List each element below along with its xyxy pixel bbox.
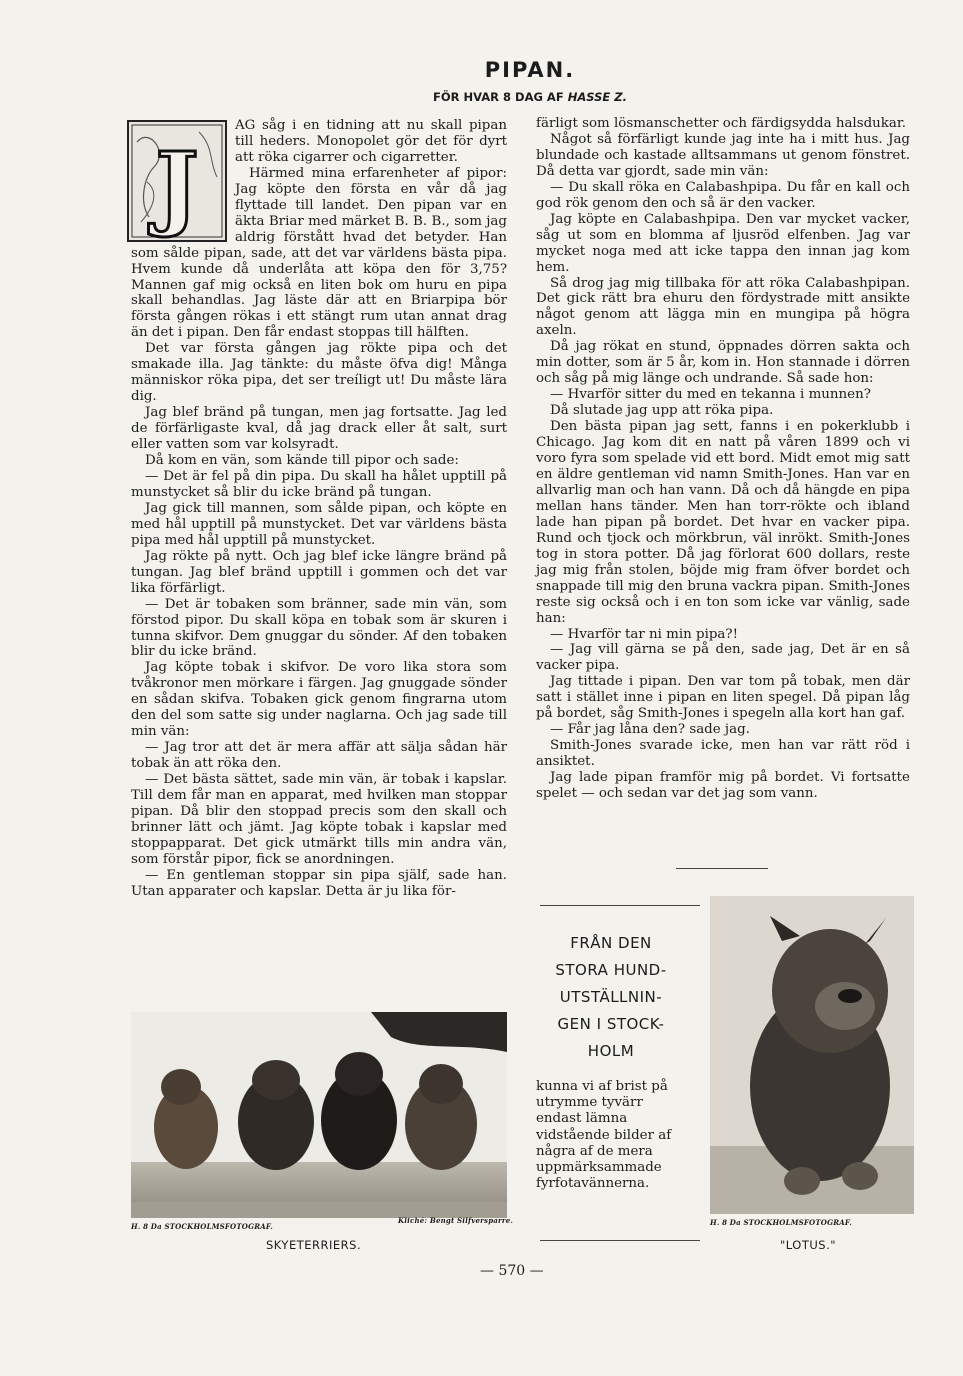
dropcap-letter: J bbox=[155, 132, 199, 240]
caption-skyeterriers: SKYETERRIERS. bbox=[266, 1238, 362, 1252]
byline-prefix: FÖR HVAR 8 DAG AF bbox=[433, 90, 564, 104]
photo-skyeterriers bbox=[131, 1012, 507, 1218]
end-rule bbox=[676, 868, 768, 869]
paragraph: — Det är fel på din pipa. Du skall ha hålet upptill på munstycket så blir du icke bränd på tungan. bbox=[131, 468, 507, 500]
article-title: PIPAN. bbox=[484, 58, 576, 82]
paragraph: Härmed mina erfarenheter af pipor: Jag köpte den första en vår då jag flyttade till landet. Den pipan var en äkta Briar med märket B. B. B., som jag aldrig förstått hvad det betyder. Han som sålde pipan, sade, att det var världens bästa pipa. Hvem kunde då underlåta att köpa den för 3,75? Mannen gaf mig också en liten bok om huru en pipa skall behandlas. Jag läste där att en Briarpipa bör första gången rökas i ett stängt rum utan annat drag än det i pipan. Den får endast stoppas till hälften. bbox=[131, 165, 507, 341]
paragraph: Jag gick till mannen, som sålde pipan, och köpte en med hål upptill på munstycket. Det var världens bästa pipa med hål upptill på munstycket. bbox=[131, 500, 507, 548]
paragraph: — Det är tobaken som bränner, sade min vän, som förstod pipor. Du skall köpa en tobak som är skuren i tunna skifvor. Dem gnuggar du sönder. Af den tobaken blir du icke bränd. bbox=[131, 596, 507, 660]
paragraph: Jag lade pipan framför mig på bordet. Vi fortsatte spelet — och sedan var det jag som vann. bbox=[536, 770, 910, 802]
paragraph: — En gentleman stoppar sin pipa själf, sade han. Utan apparater och kapslar. Detta är ju lika för- bbox=[131, 867, 507, 899]
paragraph: Jag blef bränd på tungan, men jag fortsatte. Jag led de förfärligaste kval, då jag drack eller åt salt, surt eller vatten som var kolsyradt. bbox=[131, 405, 507, 453]
column-right bbox=[536, 116, 910, 802]
paragraph: Så drog jag mig tillbaka för att röka Calabashpipan. Det gick rätt bra ehuru den fördystrade mitt ansikte något genom att lägga min en mungipa på högra axeln. bbox=[536, 275, 910, 339]
sidebar-bottom-rule bbox=[540, 1240, 700, 1241]
photo-credit-right: H. 8 Da STOCKHOLMSFOTOGRAF. bbox=[710, 1218, 852, 1227]
sidebar-box bbox=[536, 930, 686, 1192]
sidebar-heading-line: STORA HUND- bbox=[555, 961, 667, 979]
sidebar-body: kunna vi af brist på utrymme tyvärr endast lämna vidstående bilder af några af de mera uppmärksammade fyrfotavännerna. bbox=[536, 1079, 672, 1192]
byline-author: HASSE Z. bbox=[567, 90, 627, 104]
paragraph: — Jag tror att det är mera affär att sälja sådan här tobak än att röka den. bbox=[131, 740, 507, 772]
byline bbox=[380, 90, 680, 104]
dropcap-ornament bbox=[127, 120, 227, 242]
ornamental-initial-icon bbox=[129, 122, 225, 240]
caption-lotus: "LOTUS." bbox=[780, 1238, 837, 1252]
paragraph: färligt som lösmanschetter och färdigsydda halsdukar. bbox=[536, 116, 907, 131]
sidebar-heading-line: FRÅN DEN bbox=[570, 934, 652, 952]
photo-lotus bbox=[710, 896, 914, 1214]
sidebar-heading-line: GEN I STOCK- bbox=[557, 1015, 665, 1033]
paragraph: — Du skall röka en Calabashpipa. Du får en kall och god rök genom den och så är den vacker. bbox=[536, 179, 910, 211]
paragraph: Jag köpte tobak i skifvor. De voro lika stora som tvåkronor men mörkare i färgen. Jag gnuggade sönder en sådan skifva. Tobaken gick genom fingrarna utom den del som satte sig under naglarna. Och jag sade till min vän: bbox=[131, 660, 507, 740]
paragraph: AG såg i en tidning att nu skall pipan till heders. Monopolet gör det för dyrt att röka cigarrer och cigarretter. bbox=[235, 118, 507, 165]
paragraph: — Det bästa sättet, sade min vän, är tobak i kapslar. Till dem får man en apparat, med hvilken man stoppar pipan. Då blir den stoppad precis som den skall och brinner lätt och jämt. Jag köpte tobak i kapslar med stoppapparat. Det gick utmärkt tills min andra vän, som förstår pipor, fick se anordningen. bbox=[131, 772, 507, 867]
paragraph: — Får jag låna den? sade jag. bbox=[550, 722, 750, 738]
paragraph: — Hvarför tar ni min pipa?! bbox=[550, 626, 738, 642]
sidebar-top-rule bbox=[540, 905, 700, 906]
paragraph: — Hvarför sitter du med en tekanna i munnen? bbox=[550, 387, 871, 403]
paragraph: Det var första gången jag rökte pipa och det smakade illa. Jag tänkte: du måste öfva dig! Många människor röka pipa, det ser treíligt ut! Du måste lära dig. bbox=[131, 341, 507, 405]
page-number: — 570 — bbox=[480, 1263, 544, 1279]
sidebar-heading bbox=[536, 930, 686, 1065]
paragraph: Då jag rökat en stund, öppnades dörren sakta och min dotter, som är 5 år, kom in. Hon stannade i dörren och såg på mig länge och undrande. Så sade hon: bbox=[536, 339, 910, 387]
sidebar-heading-line: UTSTÄLLNIN- bbox=[559, 988, 663, 1006]
cliche-credit: Kliché: Bengt Silfversparre. bbox=[398, 1216, 514, 1225]
paragraph: Jag tittade i pipan. Den var tom på tobak, men där satt i stället inne i pipan en liten spegel. Då pipan låg på bordet, såg Smith-Jones i spegeln alla kort han gaf. bbox=[536, 674, 910, 722]
bulldog-photo-icon bbox=[710, 896, 914, 1214]
paragraph: Jag rökte på nytt. Och jag blef icke längre bränd på tungan. Jag blef bränd upptill i gommen och det var lika förfärligt. bbox=[131, 548, 507, 596]
paragraph: Den bästa pipan jag sett, fanns i en pokerklubb i Chicago. Jag kom dit en natt på våren 1899 och vi voro fyra som spelade vid ett bord. Midt emot mig satt en äldre gentleman vid namn Smith-Jones. Han var en allvarlig man och han vann. Då och då hängde en pipa mellan hans tänder. Men han torr-rökte och ibland lade han pipan på bordet. Det hvar en vacker pipa. Rund och tjock och mörkbrun, väl inrökt. Smith-Jones tog in stora potter. Då jag förlorat 600 dollars, reste jag mig från stolen, böjde mig fram öfver bordet och snappade till mig den bruna vackra pipan. Smith-Jones reste sig också och i en ton som icke var vänlig, sade han: bbox=[536, 419, 910, 626]
paragraph: Då kom en vän, som kände till pipor och sade: bbox=[145, 453, 459, 469]
paragraph: Smith-Jones svarade icke, men han var rätt röd i ansiktet. bbox=[536, 738, 910, 770]
paragraph: Något så förfärligt kunde jag inte ha i mitt hus. Jag blundade och kastade alltsammans ut genom fönstret. Då detta var gjordt, sade min vän: bbox=[536, 131, 910, 179]
column-left bbox=[131, 118, 507, 900]
photo-credit-left: H. 8 Da STOCKHOLMSFOTOGRAF. bbox=[131, 1222, 273, 1231]
sidebar-heading-line: HOLM bbox=[587, 1042, 635, 1060]
skyeterriers-photo-icon bbox=[131, 1012, 507, 1218]
paragraph: Jag köpte en Calabashpipa. Den var mycket vacker, såg ut som en blomma af ljusröd elfenben. Jag var mycket noga med att icke tappa den innan jag kom hem. bbox=[536, 211, 910, 275]
paragraph: Då slutade jag upp att röka pipa. bbox=[550, 403, 774, 419]
paragraph: — Jag vill gärna se på den, sade jag, Det är en så vacker pipa. bbox=[536, 642, 910, 674]
